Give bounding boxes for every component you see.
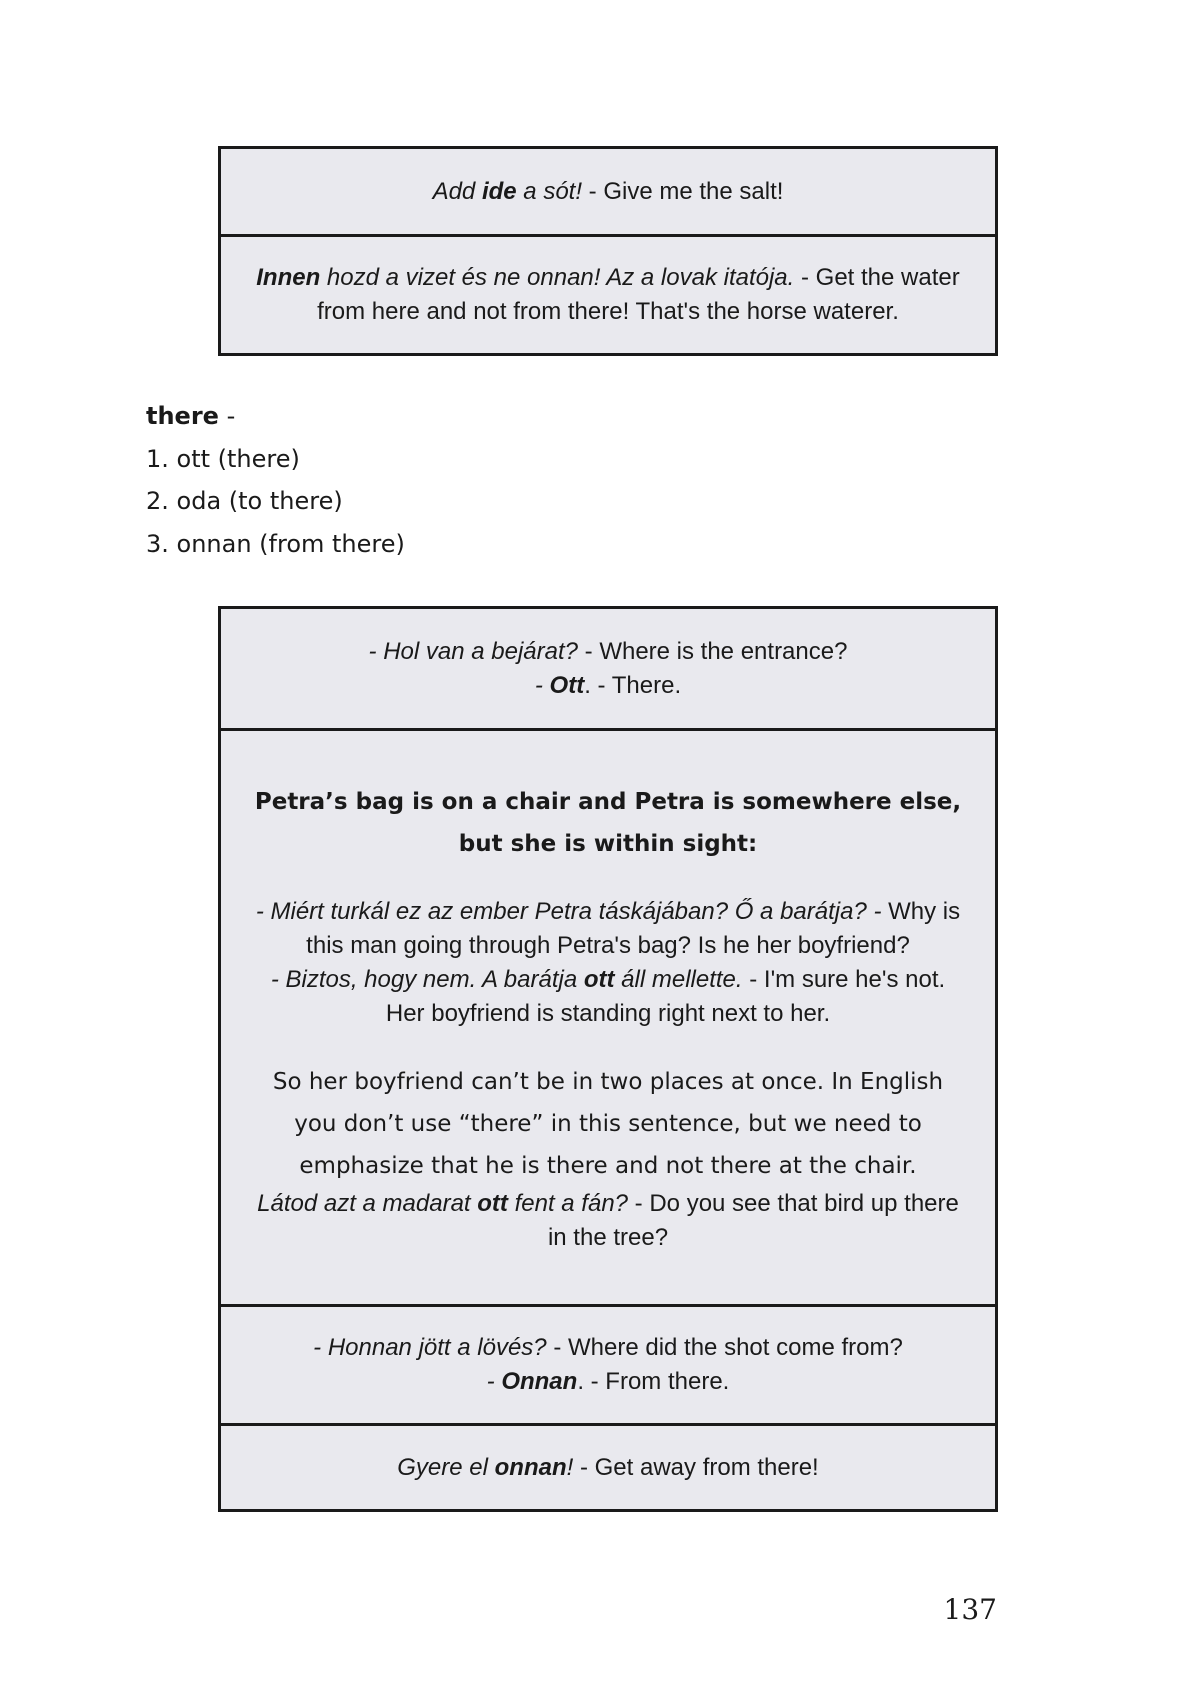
word-list-item: 2. oda (to there) (146, 487, 343, 515)
examples-table-there (218, 606, 998, 1512)
example-dialogue: - Miért turkál ez az ember Petra táskájában? Ő a barátja? - Why is this man going through Petra's bag? Is he her boyfriend? - Biztos, hogy nem. A barátja ott áll mellette. - I'm sure he's not. Her boyfriend is standing right next to her. (255, 897, 961, 1027)
example-line: Gyere el onnan! - Get away from there! (397, 1453, 819, 1481)
page-number: 137 (943, 1593, 997, 1626)
examples-table-here (218, 146, 998, 356)
example-line: - Onnan. - From there. (486, 1368, 730, 1395)
example-explanation: So her boyfriend can’t be in two places at once. In English you don’t use “there” in this sentence, but we need to emphasize that he is there and not there at the chair. (272, 1068, 944, 1179)
example-row-ott (221, 609, 995, 728)
example-line: Add ide a sót! - Give me the salt! (432, 177, 784, 205)
example-line: - Honnan jött a lövés? - Where did the shot come from? (313, 1334, 903, 1361)
word-list-heading: there - (146, 402, 236, 430)
example-line: Látod azt a madarat ott fent a fán? - Do you see that bird up there in the tree? (257, 1189, 959, 1251)
example-row-petra (221, 728, 995, 1304)
example-line: - Ott. - There. (534, 671, 682, 699)
word-list-item: 1. ott (there) (146, 444, 300, 473)
example-line: Innen hozd a vizet és ne onnan! Az a lovak itatója. - Get the water from here and not from there! That's the horse waterer. (256, 264, 960, 325)
word-list-there (146, 395, 405, 565)
word-list-item: 3. onnan (from there) (146, 529, 405, 558)
example-row-ide (221, 149, 995, 234)
example-row-gyere (221, 1423, 995, 1509)
example-line: - Hol van a bejárat? - Where is the entrance? (368, 637, 848, 665)
example-row-onnan (221, 1304, 995, 1423)
example-heading: Petra’s bag is on a chair and Petra is somewhere else, but she is within sight: (254, 788, 962, 857)
example-row-innen (221, 234, 995, 353)
